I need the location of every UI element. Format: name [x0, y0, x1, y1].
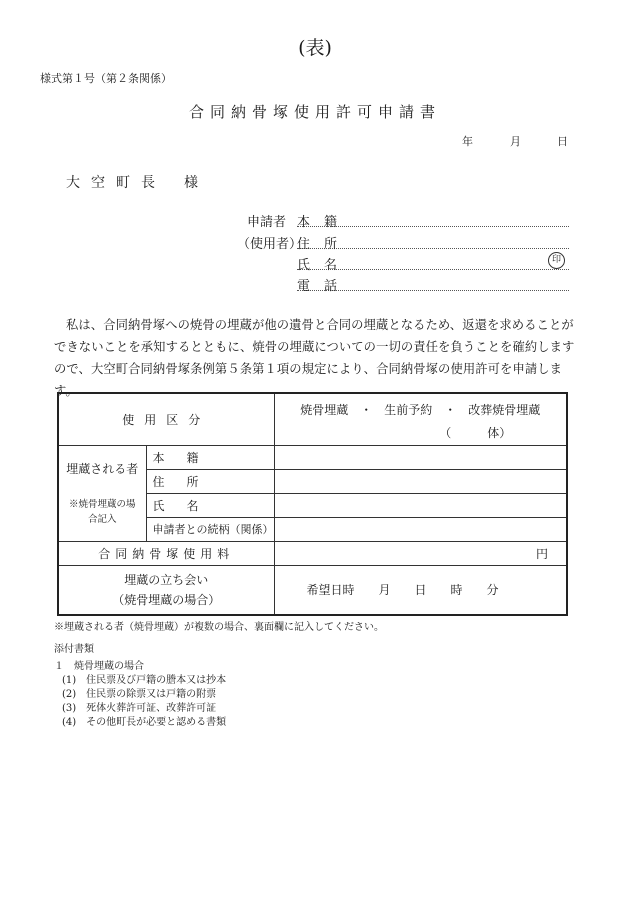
fee-unit: 円	[535, 546, 548, 561]
usage-label-cell	[58, 393, 274, 445]
interred-honseki-label-cell	[146, 445, 274, 469]
usage-label: 使用区分	[122, 412, 211, 427]
attachments-section: １ 焼骨埋蔵の場合	[54, 661, 144, 672]
witness-value-cell[interactable]	[274, 565, 567, 615]
witness-label-cell	[58, 565, 274, 615]
usage-options-cell[interactable]	[274, 393, 567, 445]
applicant-label: 申請者	[247, 215, 287, 230]
addressee-name: 大空町長	[66, 175, 166, 191]
usage-options: 焼骨埋蔵 ・ 生前予約 ・ 改葬焼骨埋蔵	[300, 403, 541, 417]
interred-relation-label-cell	[146, 517, 274, 541]
usage-count: （ 体）	[439, 426, 512, 440]
form-number: 様式第１号（第２条関係）	[40, 72, 172, 85]
interred-label-cell	[58, 445, 146, 541]
document-title: 合同納骨塚使用許可申請書	[188, 103, 441, 121]
interred-note: ※焼骨埋蔵の場合記入	[68, 498, 136, 525]
statement-text: 私は、合同納骨塚への焼骨の埋蔵が他の遺骨と合同の埋蔵となるため、返還を求めることができないことを承知するとともに、焼骨の埋蔵についての一切の責任を負うことを確約しますので、大空町合同納骨塚条例第５条第１項の規定により、合同納骨塚の使用許可を申請します。	[54, 318, 575, 398]
addressee	[66, 172, 198, 192]
fee-label-cell	[58, 541, 274, 565]
field-label: 電話	[297, 279, 352, 294]
statement-paragraph	[54, 314, 582, 402]
witness-label: 埋蔵の立ち会い	[124, 572, 209, 587]
date-day-label: 日	[557, 135, 568, 148]
seal-icon: 印	[548, 252, 565, 269]
interred-row-label: 住所	[152, 474, 221, 489]
applicant-name-field[interactable]	[297, 254, 569, 273]
date-year-label: 年	[462, 135, 473, 148]
interred-name-value[interactable]	[274, 493, 567, 517]
interred-relation-value[interactable]	[274, 517, 567, 541]
interred-name-label-cell	[146, 493, 274, 517]
interred-row-label: 申請者との続柄（関係）	[152, 523, 274, 536]
attachment-item: (1) 住民票及び戸籍の謄本又は抄本	[62, 675, 227, 686]
date-month-label: 月	[510, 135, 521, 148]
witness-sub: （焼骨埋蔵の場合）	[112, 592, 221, 607]
attachment-item: (2) 住民票の除票又は戸籍の附票	[62, 689, 217, 700]
applicant-honseki-field[interactable]	[297, 211, 569, 230]
field-label: 本籍	[297, 215, 352, 230]
field-label: 氏名	[297, 258, 352, 273]
attachment-item: (3) 死体火葬許可証、改葬許可証	[62, 703, 217, 714]
face-label: (表)	[298, 37, 332, 59]
interred-address-value[interactable]	[274, 469, 567, 493]
addressee-honorific: 様	[184, 175, 198, 191]
attachment-item: (4) その他町長が必要と認める書類	[62, 717, 227, 728]
interred-row-label: 本籍	[152, 450, 221, 465]
fee-value-cell[interactable]	[274, 541, 567, 565]
field-label: 住所	[297, 237, 352, 252]
application-table	[57, 392, 568, 616]
interred-label: 埋蔵される者	[66, 461, 139, 476]
witness-value: 希望日時 月 日 時 分	[306, 583, 499, 598]
applicant-label-sub: （使用者）	[237, 237, 303, 252]
multiple-interred-note: ※埋蔵される者（焼骨埋蔵）が複数の場合、裏面欄に記入してください。	[54, 622, 384, 633]
attachments-heading: 添付書類	[54, 644, 94, 655]
fee-label: 合同納骨塚使用料	[98, 546, 235, 561]
interred-row-label: 氏名	[152, 498, 221, 513]
interred-honseki-value[interactable]	[274, 445, 567, 469]
applicant-phone-field[interactable]	[297, 275, 569, 294]
interred-address-label-cell	[146, 469, 274, 493]
applicant-address-field[interactable]	[297, 233, 569, 252]
